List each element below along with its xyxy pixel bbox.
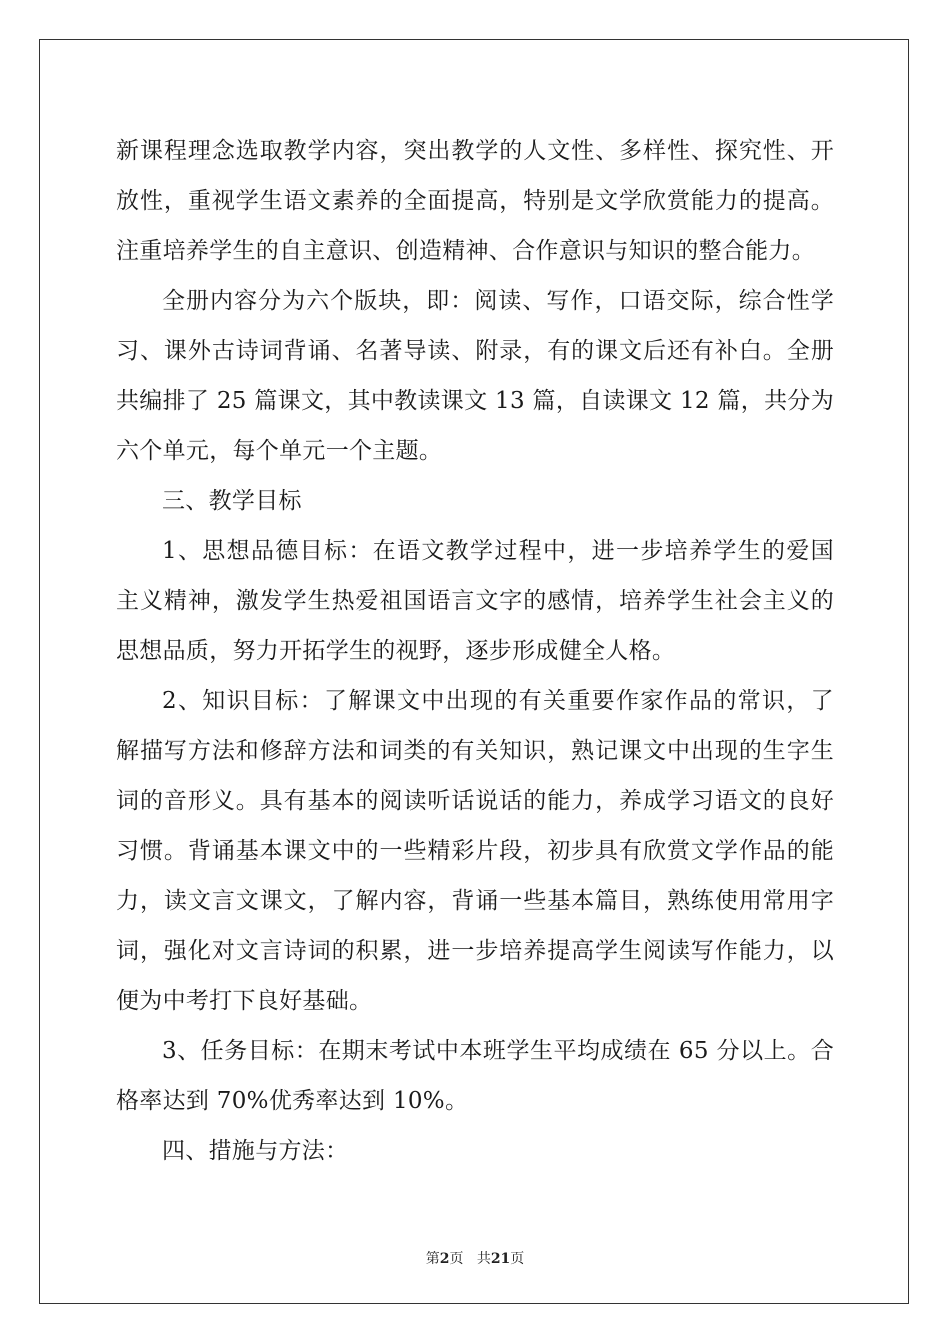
- text-line: 格率达到 70%优秀率达到 10%。: [116, 1088, 469, 1114]
- text-line: 词，强化对文言诗词的积累，进一步培养提高学生阅读写作能力，以: [116, 938, 834, 964]
- page-footer: [0, 1248, 950, 1268]
- text-line: 习、课外古诗词背诵、名著导读、附录，有的课文后还有补白。全册: [116, 338, 834, 364]
- text-line: 力，读文言文课文，了解内容，背诵一些基本篇目，熟练使用常用字: [116, 888, 834, 914]
- text-line: 思想品质，努力开拓学生的视野，逐步形成健全人格。: [116, 638, 676, 664]
- text-line: 共编排了 25 篇课文，其中教读课文 13 篇，自读课文 12 篇，共分为: [116, 388, 834, 414]
- document-body: [116, 126, 834, 1176]
- text-line: 便为中考打下良好基础。: [116, 988, 373, 1014]
- text-line: 全册内容分为六个版块，即：阅读、写作，口语交际，综合性学: [162, 288, 834, 314]
- text-line: 注重培养学生的自主意识、创造精神、合作意识与知识的整合能力。: [116, 238, 815, 264]
- footer-page-number: 2: [439, 1251, 450, 1267]
- text-line: 新课程理念选取教学内容，突出教学的人文性、多样性、探究性、开: [116, 138, 834, 164]
- text-line: 2、知识目标：了解课文中出现的有关重要作家作品的常识，了: [162, 688, 834, 714]
- text-line: 词的音形义。具有基本的阅读听话说话的能力，养成学习语文的良好: [116, 788, 834, 814]
- footer-prefix: 第: [425, 1251, 440, 1267]
- text-line: 3、任务目标：在期末考试中本班学生平均成绩在 65 分以上。合: [162, 1038, 834, 1064]
- text-line: 六个单元，每个单元一个主题。: [116, 438, 443, 464]
- footer-page-suffix: 页: [449, 1251, 464, 1267]
- text-line: 解描写方法和修辞方法和词类的有关知识，熟记课文中出现的生字生: [116, 738, 834, 764]
- footer-total-pages: 21: [490, 1251, 511, 1267]
- text-line: 主义精神，激发学生热爱祖国语言文字的感情，培养学生社会主义的: [116, 588, 834, 614]
- text-line: 三、教学目标: [162, 488, 302, 514]
- text-line: 1、思想品德目标：在语文教学过程中，进一步培养学生的爱国: [162, 538, 834, 564]
- text-line: 四、措施与方法：: [162, 1138, 349, 1164]
- text-line: 放性，重视学生语文素养的全面提高，特别是文学欣赏能力的提高。: [116, 188, 834, 214]
- footer-total-prefix: 共: [476, 1251, 491, 1267]
- text-line: 习惯。背诵基本课文中的一些精彩片段，初步具有欣赏文学作品的能: [116, 838, 834, 864]
- footer-total-suffix: 页: [510, 1251, 525, 1267]
